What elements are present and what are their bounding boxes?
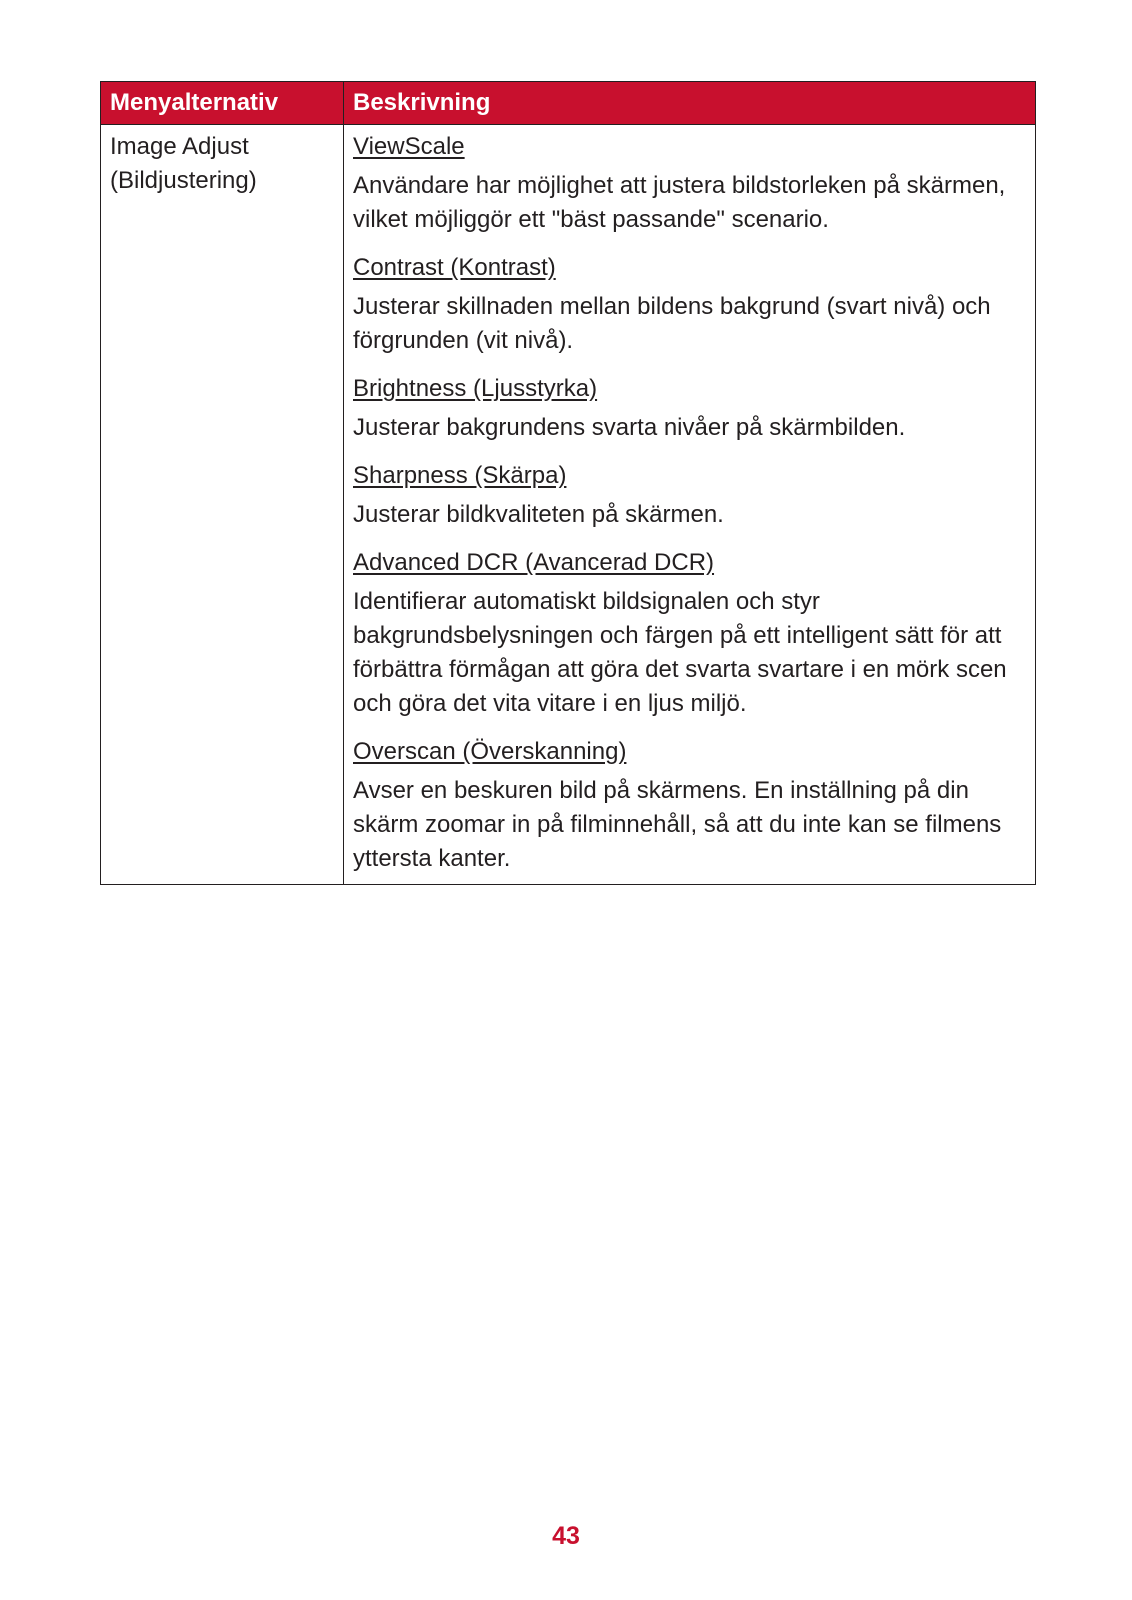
menu-item-cell bbox=[101, 125, 344, 885]
table-row bbox=[101, 125, 1036, 885]
header-description: Beskrivning bbox=[344, 82, 1036, 125]
section-description: Justerar bildkvaliteten på skärmen. bbox=[353, 501, 724, 528]
page-number: 43 bbox=[552, 1522, 580, 1550]
menu-item-name-translation: (Bildjustering) bbox=[110, 167, 257, 194]
menu-description-table bbox=[100, 81, 1036, 885]
section-title: Overscan (Överskanning) bbox=[353, 738, 627, 765]
section-sharpness bbox=[353, 459, 1026, 532]
section-description: Avser en beskuren bild på skärmens. En inställning på din skärm zoomar in på filminnehåll, så att du inte kan se filmens yttersta kanter. bbox=[353, 777, 1002, 872]
section-description: Identifierar automatiskt bildsignalen och styr bakgrundsbelysningen och färgen på ett intelligent sätt för att förbättra förmågan att göra det svarta svartare i en mörk scen och göra det vita vitare i en ljus miljö. bbox=[353, 588, 1007, 717]
section-description: Användare har möjlighet att justera bildstorleken på skärmen, vilket möjliggör ett "bäst passande" scenario. bbox=[353, 172, 1006, 233]
section-advanced-dcr bbox=[353, 546, 1026, 721]
section-title: Sharpness (Skärpa) bbox=[353, 462, 567, 489]
menu-item-name: Image Adjust bbox=[110, 133, 249, 160]
section-viewscale bbox=[353, 130, 1026, 237]
description-cell bbox=[344, 125, 1036, 885]
section-title: Contrast (Kontrast) bbox=[353, 254, 556, 281]
header-menu-option: Menyalternativ bbox=[101, 82, 344, 125]
section-title: Advanced DCR (Avancerad DCR) bbox=[353, 549, 715, 576]
section-title: Brightness (Ljusstyrka) bbox=[353, 375, 598, 402]
section-description: Justerar skillnaden mellan bildens bakgrund (svart nivå) och förgrunden (vit nivå). bbox=[353, 293, 991, 354]
section-title: ViewScale bbox=[353, 133, 465, 160]
table-header-row bbox=[101, 82, 1036, 125]
section-contrast bbox=[353, 251, 1026, 358]
section-overscan bbox=[353, 735, 1026, 876]
section-brightness bbox=[353, 372, 1026, 445]
section-description: Justerar bakgrundens svarta nivåer på skärmbilden. bbox=[353, 414, 906, 441]
